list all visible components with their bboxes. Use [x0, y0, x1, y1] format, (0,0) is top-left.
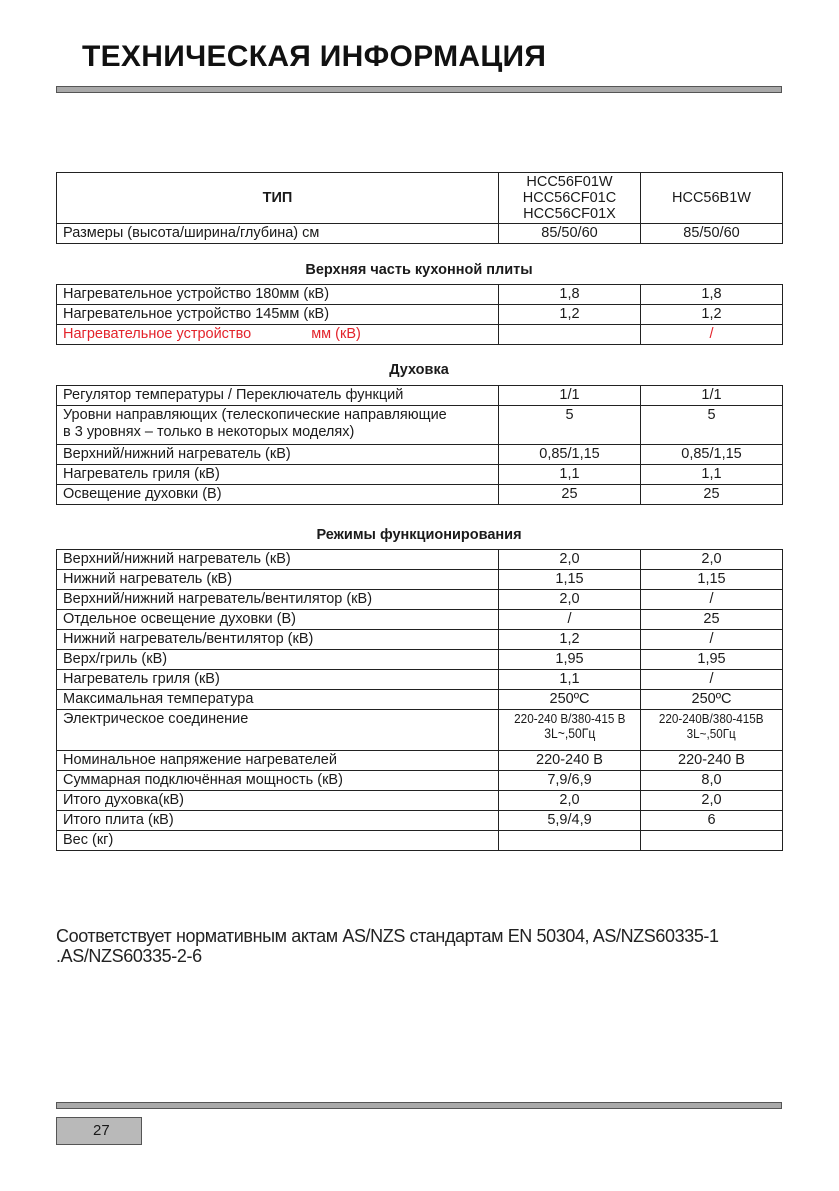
table-row [57, 485, 783, 505]
table-row [57, 610, 783, 630]
row-value: 1,8 [641, 285, 783, 305]
row-value: 25 [641, 610, 783, 630]
table-row [57, 406, 783, 445]
modes-table [56, 549, 783, 851]
row-value: 1,2 [641, 305, 783, 325]
row-value: 5,9/4,9 [499, 811, 641, 831]
row-value: 5 [499, 406, 641, 445]
header-rule [56, 86, 782, 93]
compliance-text: Соответствует нормативным актам AS/NZS стандартам EN 50304, AS/NZS60335-1 .AS/NZS60335-2-6 [56, 926, 719, 966]
section-heading-modes: Режимы функционирования [316, 527, 522, 543]
table-row [57, 305, 783, 325]
row-value: 1,2 [499, 305, 641, 325]
model-table [56, 172, 783, 244]
row-value: 7,9/6,9 [499, 771, 641, 791]
oven-table [56, 385, 783, 505]
electric-value-1: 220-240 В/380-415 В 3L~,50Гц [499, 710, 641, 751]
row-value [499, 325, 641, 345]
row-label: Вес (кг) [57, 831, 499, 851]
section-heading-hob: Верхняя часть кухонной плиты [305, 262, 533, 278]
row-value: 1,1 [499, 465, 641, 485]
row-label: Верхний/нижний нагреватель (кВ) [57, 445, 499, 465]
row-label: Освещение духовки (В) [57, 485, 499, 505]
section-heading-oven: Духовка [389, 362, 449, 378]
row-value: 250ºC [499, 690, 641, 710]
row-label: Верх/гриль (кВ) [57, 650, 499, 670]
row-value: 1,8 [499, 285, 641, 305]
table-row [57, 650, 783, 670]
row-value: 0,85/1,15 [499, 445, 641, 465]
row-value: 1,1 [499, 670, 641, 690]
row-value: 6 [641, 811, 783, 831]
table-row [57, 811, 783, 831]
table-row [57, 710, 783, 751]
table-row [57, 570, 783, 590]
table-row [57, 831, 783, 851]
row-label: Суммарная подключённая мощность (кВ) [57, 771, 499, 791]
page-number: 27 [56, 1117, 142, 1145]
row-value: 85/50/60 [641, 224, 783, 244]
row-label: Размеры (высота/ширина/глубина) см [57, 224, 499, 244]
type-label: ТИП [57, 173, 499, 224]
row-label: Регулятор температуры / Переключатель функций [57, 386, 499, 406]
table-row [57, 465, 783, 485]
footer-rule [56, 1102, 782, 1109]
row-value: / [641, 630, 783, 650]
row-value: 1,15 [499, 570, 641, 590]
row-label: Максимальная температура [57, 690, 499, 710]
row-label: Верхний/нижний нагреватель (кВ) [57, 550, 499, 570]
row-value: 250ºC [641, 690, 783, 710]
table-row [57, 771, 783, 791]
row-label: Итого духовка(кВ) [57, 791, 499, 811]
row-value: / [499, 610, 641, 630]
row-value: 25 [641, 485, 783, 505]
row-value: 1,1 [641, 465, 783, 485]
table-row [57, 173, 783, 224]
row-value: 1,95 [641, 650, 783, 670]
row-value: 1,2 [499, 630, 641, 650]
row-label: Итого плита (кВ) [57, 811, 499, 831]
row-value: 1/1 [499, 386, 641, 406]
table-row [57, 590, 783, 610]
row-value: 2,0 [499, 550, 641, 570]
row-value: 25 [499, 485, 641, 505]
row-value: 1,15 [641, 570, 783, 590]
row-label: Отдельное освещение духовки (В) [57, 610, 499, 630]
row-value: 85/50/60 [499, 224, 641, 244]
row-value: / [641, 325, 783, 345]
row-value: 0,85/1,15 [641, 445, 783, 465]
row-label: Нагреватель гриля (кВ) [57, 465, 499, 485]
model-col1: HCC56F01W HCC56CF01C HCC56CF01X [499, 173, 641, 224]
row-value [499, 831, 641, 851]
table-row [57, 630, 783, 650]
row-value: 8,0 [641, 771, 783, 791]
table-row [57, 690, 783, 710]
table-row [57, 550, 783, 570]
row-value: 220-240 В [641, 751, 783, 771]
row-value: / [641, 590, 783, 610]
electric-value-2: 220-240В/380-415В 3L~,50Гц [641, 710, 783, 751]
hob-table [56, 284, 783, 345]
row-value: 5 [641, 406, 783, 445]
row-value: 2,0 [641, 550, 783, 570]
row-label: Нагревательное устройство 180мм (кВ) [57, 285, 499, 305]
row-value: 2,0 [641, 791, 783, 811]
row-value: 220-240 В [499, 751, 641, 771]
row-value: 2,0 [499, 590, 641, 610]
row-label: Нагреватель гриля (кВ) [57, 670, 499, 690]
row-value: 2,0 [499, 791, 641, 811]
model-col2: HCC56B1W [641, 173, 783, 224]
row-value [641, 831, 783, 851]
row-label: Номинальное напряжение нагревателей [57, 751, 499, 771]
row-label: Электрическое соединение [57, 710, 499, 751]
table-row [57, 285, 783, 305]
table-row [57, 791, 783, 811]
row-label: Нагревательное устройство 145мм (кВ) [57, 305, 499, 325]
row-label: Нижний нагреватель (кВ) [57, 570, 499, 590]
table-row [57, 445, 783, 465]
row-label: Верхний/нижний нагреватель/вентилятор (кВ) [57, 590, 499, 610]
table-row [57, 224, 783, 244]
row-value: 1,95 [499, 650, 641, 670]
table-row [57, 386, 783, 406]
table-row [57, 751, 783, 771]
row-label: Уровни направляющих (телескопические направляющие в 3 уровнях – только в некоторых моделях) [57, 406, 499, 445]
page-title: ТЕХНИЧЕСКАЯ ИНФОРМАЦИЯ [82, 40, 547, 73]
table-row [57, 670, 783, 690]
table-row [57, 325, 783, 345]
row-label: Нижний нагреватель/вентилятор (кВ) [57, 630, 499, 650]
row-value: 1/1 [641, 386, 783, 406]
row-value: / [641, 670, 783, 690]
row-label-red: Нагревательное устройство мм (кВ) [57, 325, 499, 345]
